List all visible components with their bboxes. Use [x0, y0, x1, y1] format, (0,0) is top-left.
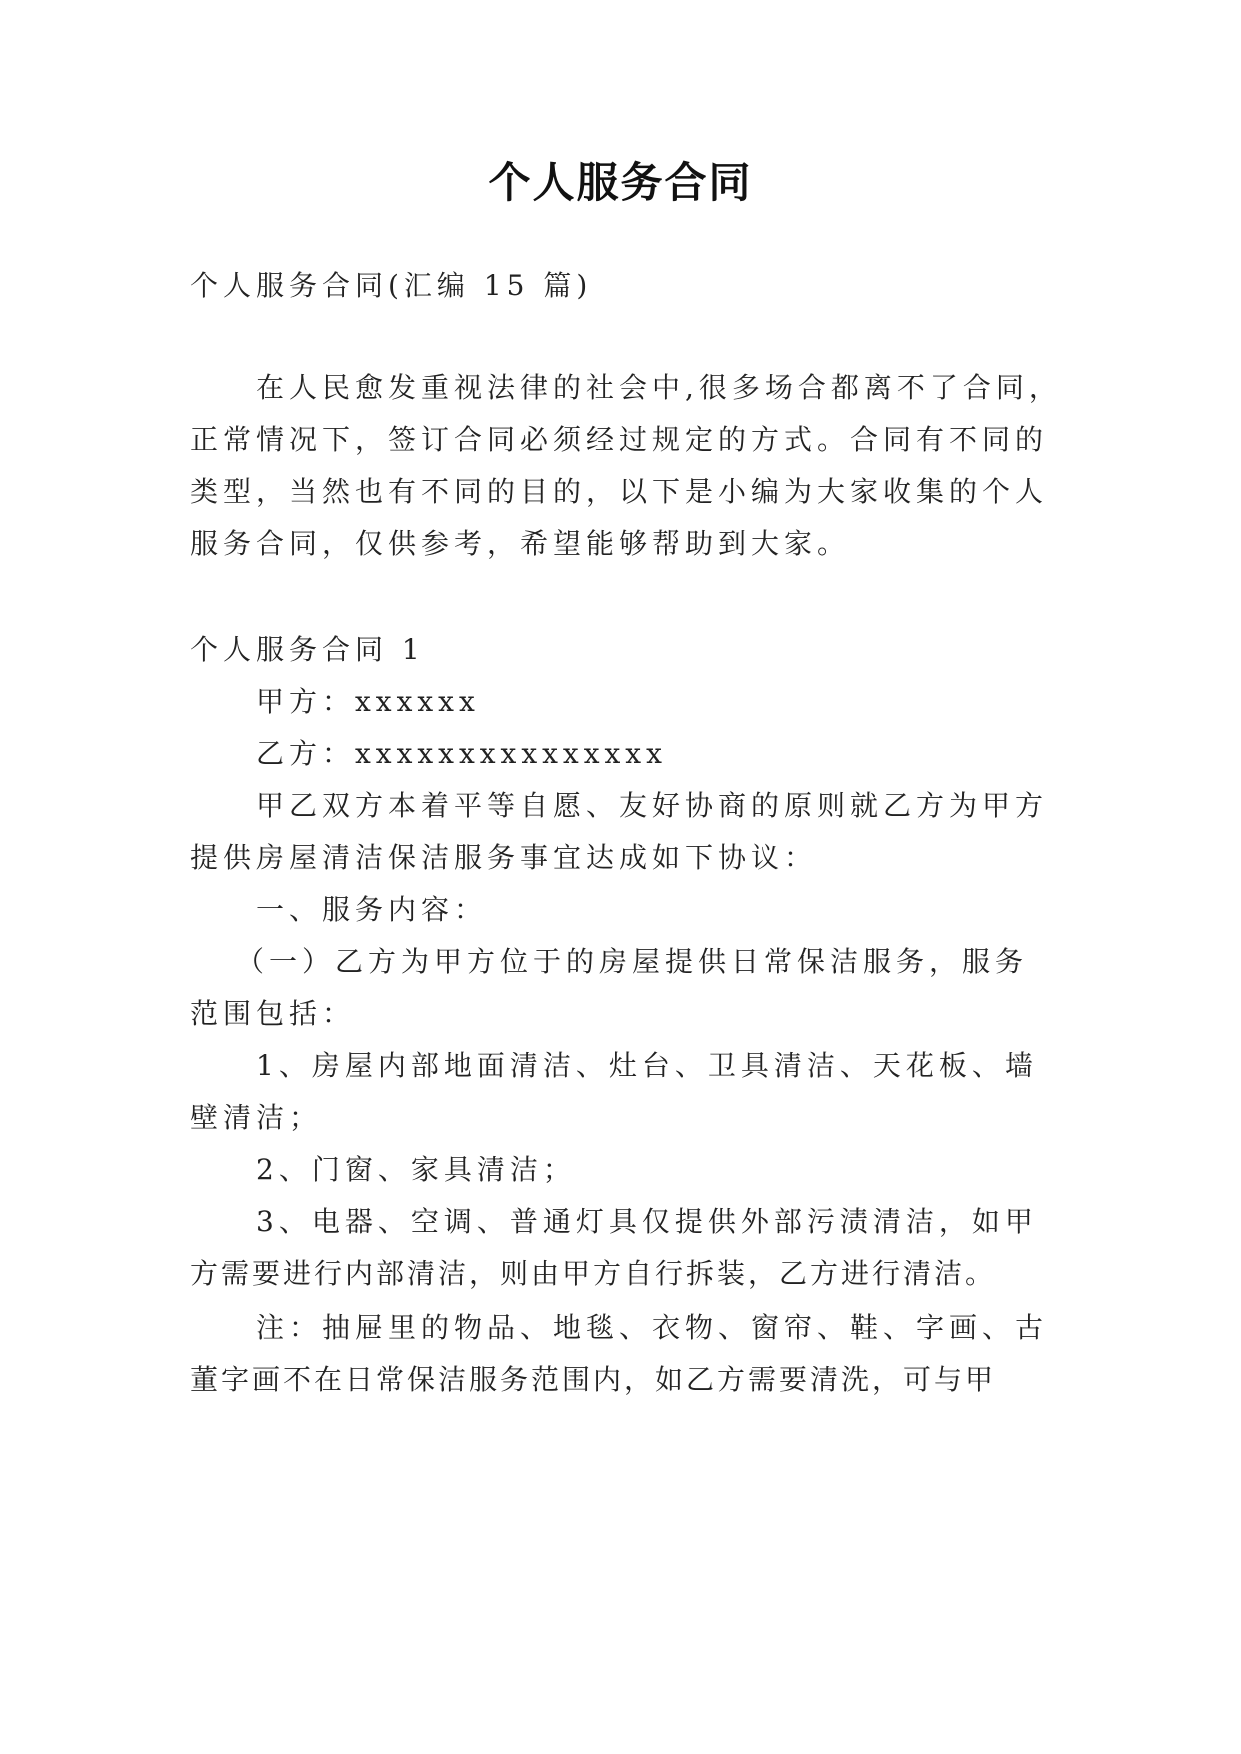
intro-line-3: 类型，当然也有不同的目的，以下是小编为大家收集的个人 — [190, 475, 1049, 508]
note-line-1: 注：抽屉里的物品、地毯、衣物、窗帘、鞋、字画、古 — [256, 1311, 1049, 1344]
section-heading: 个人服务合同 1 — [190, 633, 425, 666]
clause-1-1-line-2: 范围包括： — [190, 997, 356, 1030]
intro-line-1: 在人民愈发重视法律的社会中,很多场合都离不了合同， — [256, 371, 1062, 404]
item-2: 2、门窗、家具清洁； — [256, 1153, 576, 1186]
agreement-line-1: 甲乙双方本着平等自愿、友好协商的原则就乙方为甲方 — [256, 789, 1049, 822]
item-3-line-2: 方需要进行内部清洁，则由甲方自行拆装，乙方进行清洁。 — [190, 1257, 997, 1290]
item-1-line-1: 1、房屋内部地面清洁、灶台、卫具清洁、天花板、墙 — [256, 1049, 1038, 1082]
intro-line-4: 服务合同，仅供参考，希望能够帮助到大家。 — [190, 527, 851, 560]
party-b: 乙方：xxxxxxxxxxxxxxx — [256, 737, 667, 770]
party-a: 甲方：xxxxxx — [256, 685, 480, 718]
document-subtitle: 个人服务合同(汇编 15 篇) — [190, 269, 593, 302]
item-3-line-1: 3、电器、空调、普通灯具仅提供外部污渍清洁，如甲 — [256, 1205, 1038, 1238]
clause-1-heading: 一、服务内容： — [256, 893, 488, 926]
document-title: 个人服务合同 — [488, 158, 753, 207]
agreement-line-2: 提供房屋清洁保洁服务事宜达成如下协议： — [190, 841, 818, 874]
note-line-2: 董字画不在日常保洁服务范围内，如乙方需要清洗，可与甲 — [190, 1363, 997, 1396]
item-1-line-2: 壁清洁； — [190, 1101, 323, 1134]
clause-1-1-line-1: （一）乙方为甲方位于的房屋提供日常保洁服务，服务 — [236, 945, 1029, 978]
intro-line-2: 正常情况下，签订合同必须经过规定的方式。合同有不同的 — [190, 423, 1049, 456]
